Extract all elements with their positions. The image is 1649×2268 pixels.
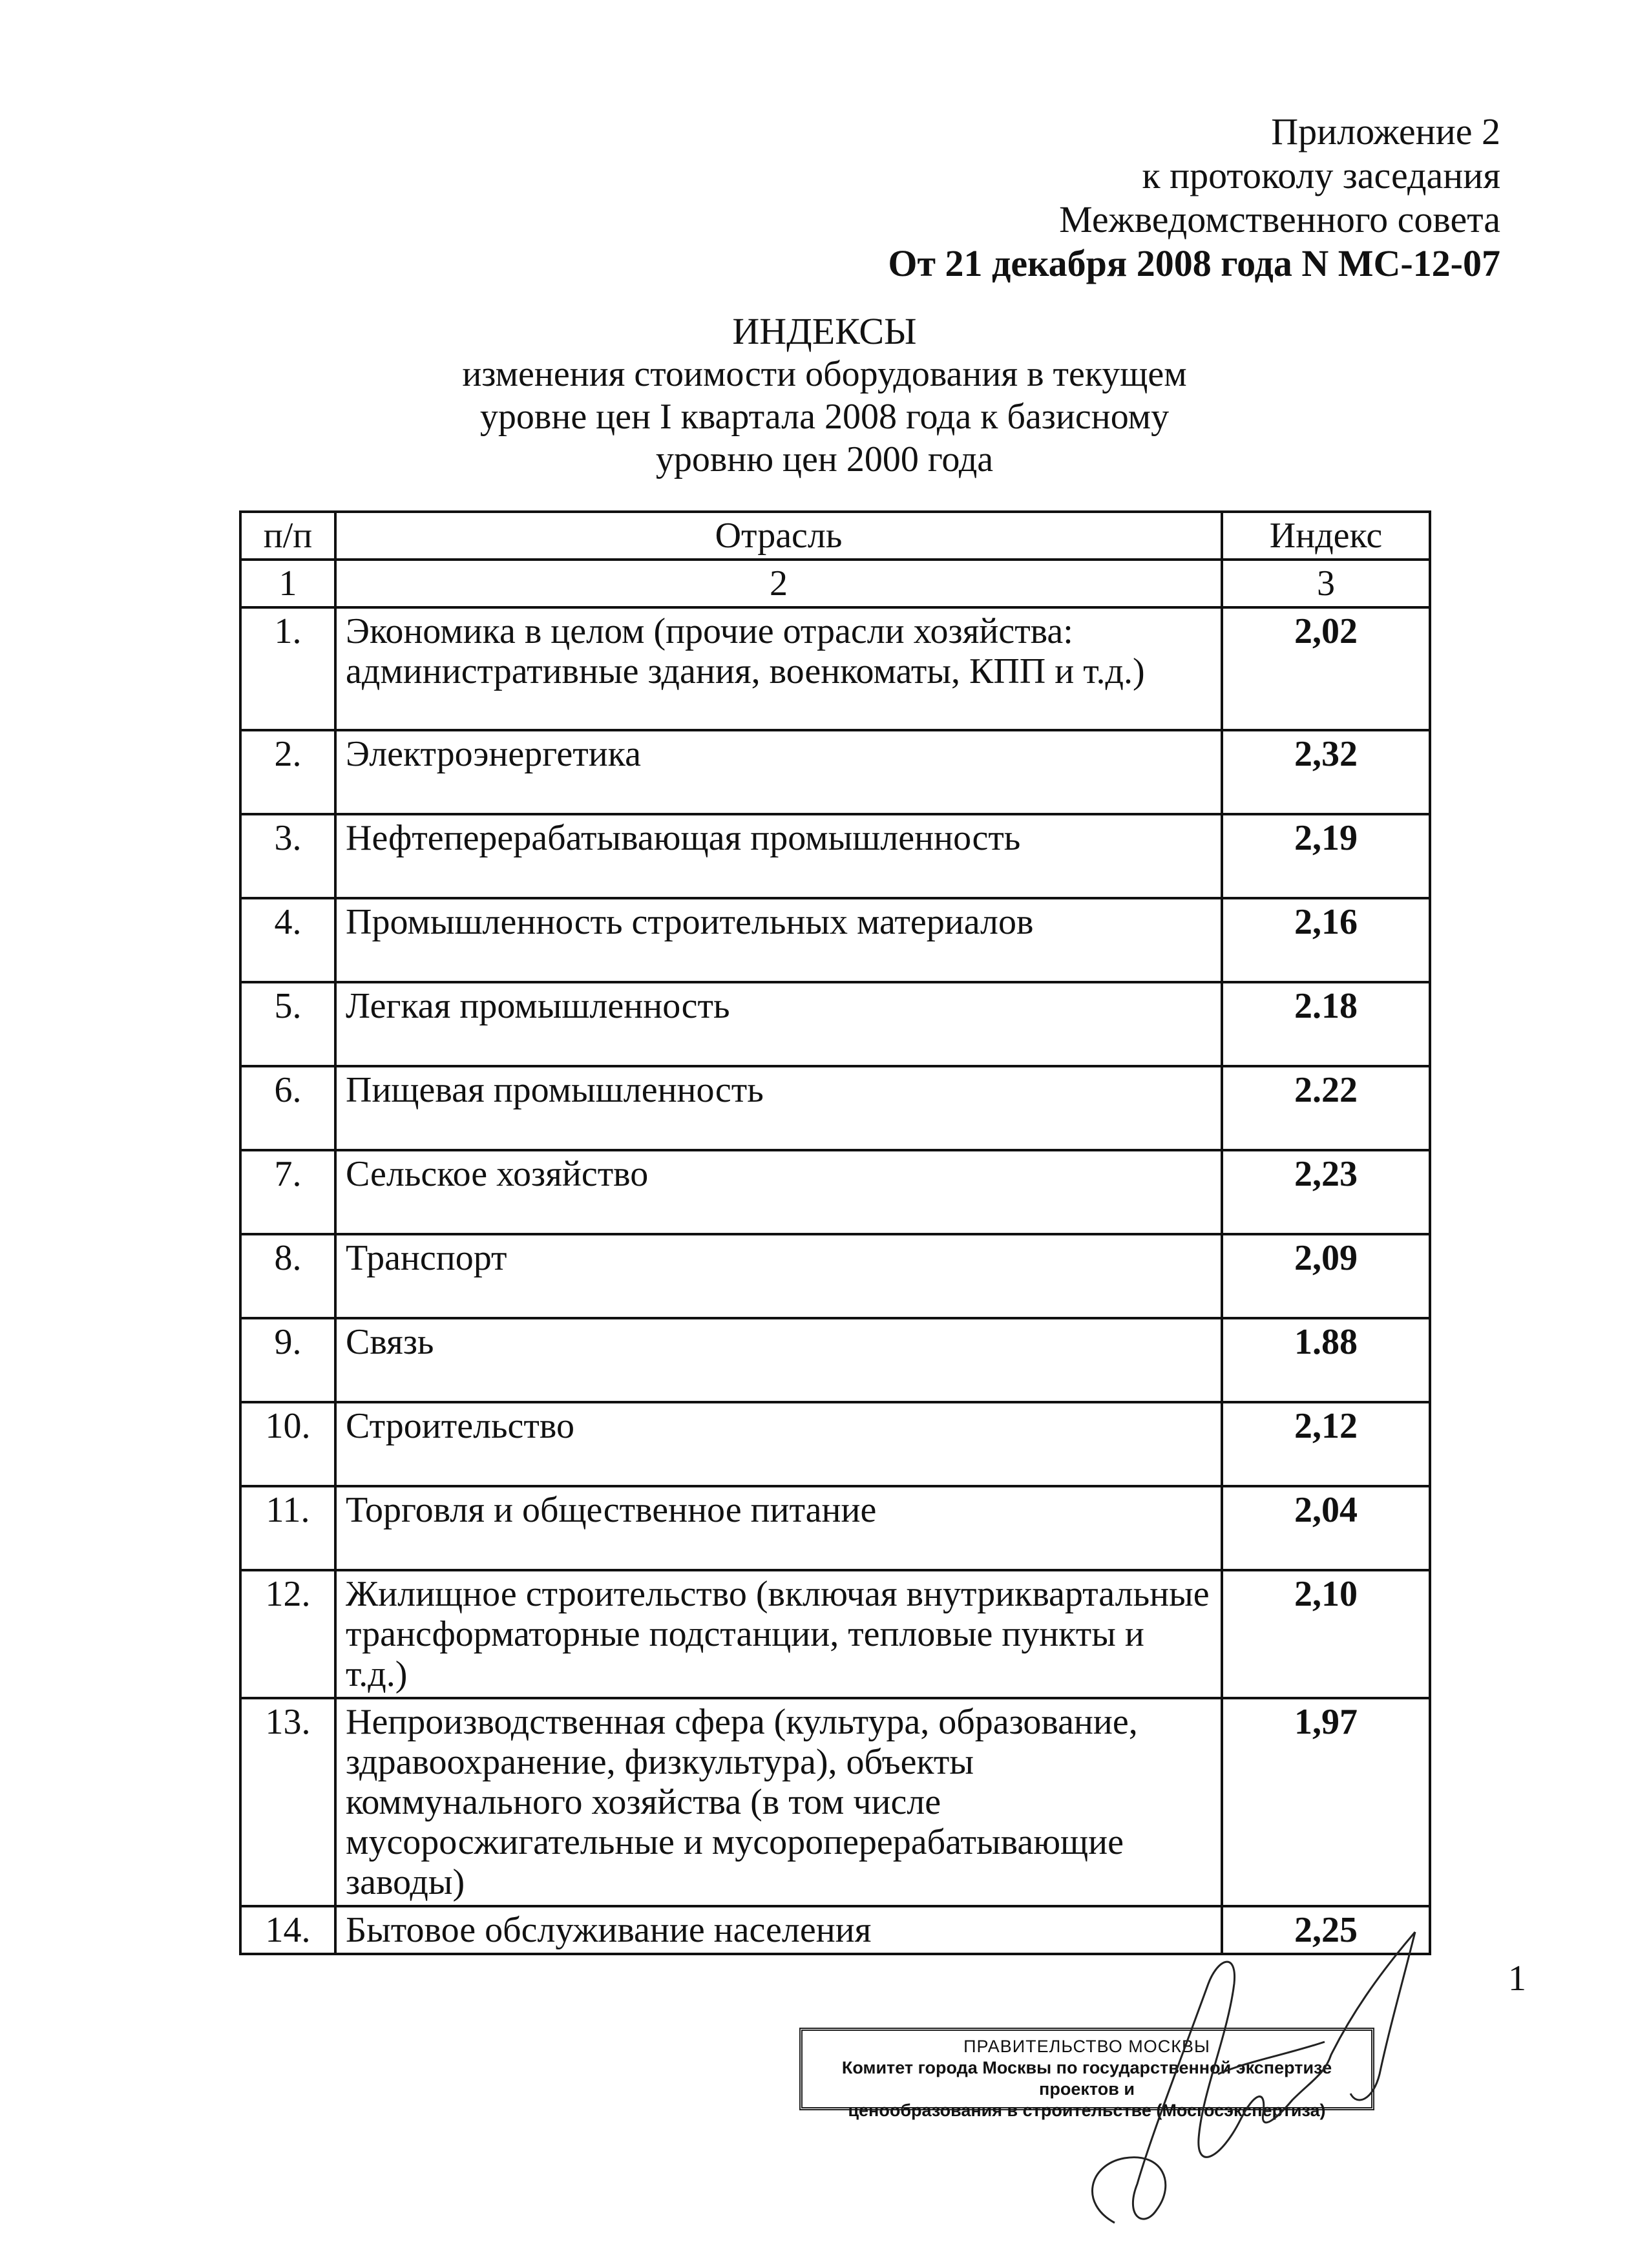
row-branch-name: Электроэнергетика [335, 730, 1222, 814]
table-row [240, 1698, 1430, 1906]
table-row [240, 1150, 1430, 1234]
title-main: ИНДЕКСЫ [732, 310, 917, 352]
colnum-cell-1: 1 [240, 560, 335, 607]
table-row [240, 982, 1430, 1066]
row-index-value: 2,09 [1222, 1234, 1430, 1318]
title-sub-3: уровню цен 2000 года [655, 439, 994, 479]
table-row [240, 607, 1430, 730]
row-number: 5. [240, 982, 335, 1066]
row-number: 8. [240, 1234, 335, 1318]
row-index-value: 2,02 [1222, 607, 1430, 730]
row-index-value: 2,04 [1222, 1486, 1430, 1570]
table-row [240, 1486, 1430, 1570]
row-number: 14. [240, 1906, 335, 1954]
page-number: 1 [1508, 1958, 1526, 1999]
row-index-value: 2.22 [1222, 1066, 1430, 1150]
row-index-value: 1,97 [1222, 1698, 1430, 1906]
row-branch-name: Экономика в целом (прочие отрасли хозяйства: административные здания, военкоматы, КПП и т.д.) [335, 607, 1222, 730]
title-sub-1: изменения стоимости оборудования в текущем [462, 354, 1187, 394]
table-row [240, 898, 1430, 982]
document-title [0, 310, 1649, 481]
row-branch-name: Бытовое обслуживание населения [335, 1906, 1222, 1954]
row-index-value: 2.18 [1222, 982, 1430, 1066]
row-branch-name: Жилищное строительство (включая внутриквартальные трансформаторные подстанции, тепловые пункты и т.д.) [335, 1570, 1222, 1698]
stamp-line-2: Комитет города Москвы по государственной экспертизе проектов и [841, 2058, 1332, 2099]
row-branch-name: Пищевая промышленность [335, 1066, 1222, 1150]
table-row [240, 1234, 1430, 1318]
row-index-value: 2,25 [1222, 1906, 1430, 1954]
table-row [240, 1402, 1430, 1486]
row-branch-name: Легкая промышленность [335, 982, 1222, 1066]
colnum-cell-2: 2 [335, 560, 1222, 607]
stamp-line-3: ценообразования в строительстве (Мосгосэкспертиза) [848, 2101, 1326, 2120]
row-branch-name: Связь [335, 1318, 1222, 1402]
appendix-line-3: Межведомственного совета [1059, 198, 1500, 240]
row-index-value: 1.88 [1222, 1318, 1430, 1402]
row-branch-name: Сельское хозяйство [335, 1150, 1222, 1234]
row-number: 9. [240, 1318, 335, 1402]
row-number: 1. [240, 607, 335, 730]
row-number: 10. [240, 1402, 335, 1486]
row-branch-name: Транспорт [335, 1234, 1222, 1318]
table-colnum-row [240, 560, 1430, 607]
table-row [240, 1318, 1430, 1402]
row-index-value: 2,12 [1222, 1402, 1430, 1486]
table-row [240, 1570, 1430, 1698]
header-cell-index: Индекс [1222, 512, 1430, 560]
row-index-value: 2,10 [1222, 1570, 1430, 1698]
header-cell-branch: Отрасль [335, 512, 1222, 560]
row-branch-name: Промышленность строительных материалов [335, 898, 1222, 982]
table-row [240, 814, 1430, 898]
row-branch-name: Нефтеперерабатывающая промышленность [335, 814, 1222, 898]
appendix-line-2: к протоколу заседания [1142, 154, 1500, 196]
table-header-row [240, 512, 1430, 560]
row-number: 7. [240, 1150, 335, 1234]
appendix-line-1: Приложение 2 [1271, 110, 1500, 152]
row-branch-name: Торговля и общественное питание [335, 1486, 1222, 1570]
row-number: 2. [240, 730, 335, 814]
title-sub-2: уровне цен I квартала 2008 года к базисному [479, 397, 1170, 437]
table-row [240, 1066, 1430, 1150]
colnum-cell-3: 3 [1222, 560, 1430, 607]
row-index-value: 2,23 [1222, 1150, 1430, 1234]
header-cell-num: п/п [240, 512, 335, 560]
row-index-value: 2,19 [1222, 814, 1430, 898]
row-number: 12. [240, 1570, 335, 1698]
index-table [239, 510, 1431, 1955]
row-branch-name: Строительство [335, 1402, 1222, 1486]
stamp-line-1: ПРАВИТЕЛЬСТВО МОСКВЫ [963, 2037, 1210, 2056]
signature-image [1053, 1926, 1454, 2249]
row-index-value: 2,32 [1222, 730, 1430, 814]
table-row [240, 730, 1430, 814]
row-number: 6. [240, 1066, 335, 1150]
row-branch-name: Непроизводственная сфера (культура, образование, здравоохранение, физкультура), объекты коммунального хозяйства (в том числе мусоросжигательные и мусороперерабатывающие заводы) [335, 1698, 1222, 1906]
row-index-value: 2,16 [1222, 898, 1430, 982]
row-number: 4. [240, 898, 335, 982]
row-number: 13. [240, 1698, 335, 1906]
row-number: 3. [240, 814, 335, 898]
appendix-header [888, 110, 1500, 286]
row-number: 11. [240, 1486, 335, 1570]
appendix-line-4: От 21 декабря 2008 года N МС-12-07 [888, 242, 1500, 284]
